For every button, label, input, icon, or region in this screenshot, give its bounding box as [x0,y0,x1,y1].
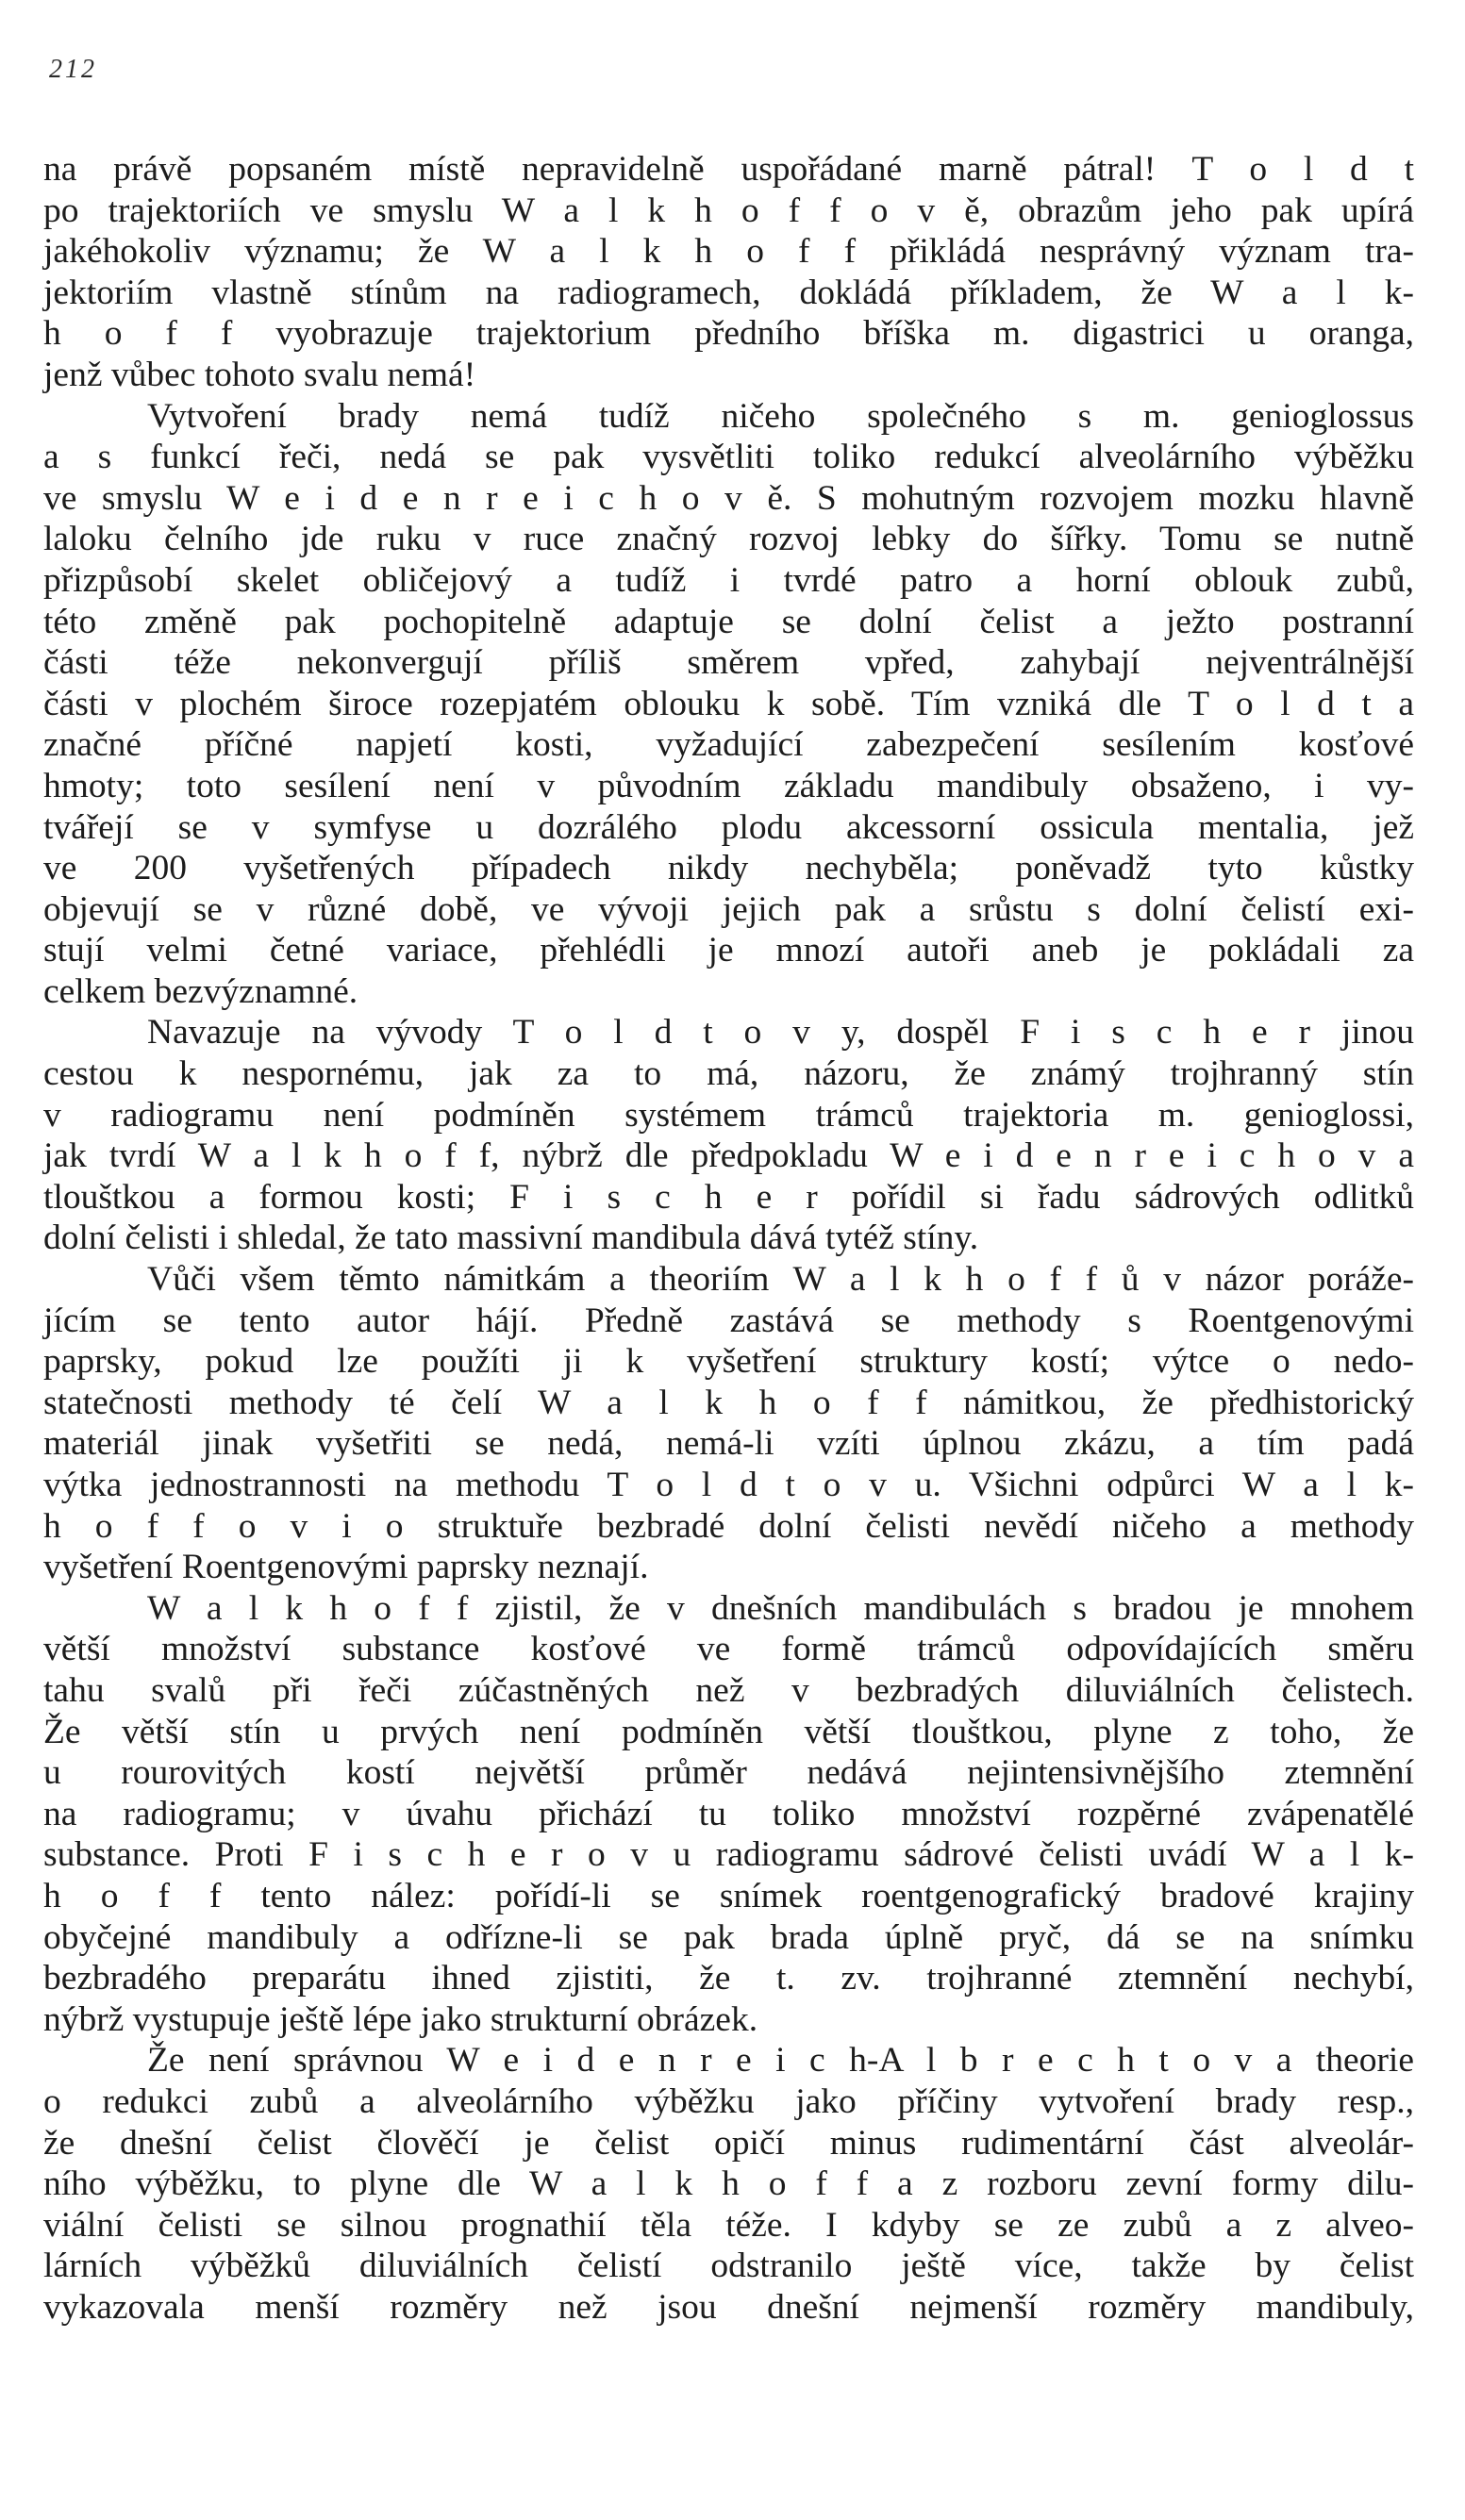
text-line: přizpůsobí skelet obličejový a tudíž i tvrdé patro a horní oblouk zubů, [43,560,1414,600]
text-line: o redukci zubů a alveolárního výběžku jako příčiny vytvoření brady resp., [43,2081,1414,2121]
text-line: vykazovala menší rozměry než jsou dnešní nejmenší rozměry mandibuly, [43,2287,1414,2327]
text-line: větší množství substance kosťové ve formě trámců odpovídajících směru [43,1630,1414,1669]
text-line: u rourovitých kostí největší průměr nedává nejintensivnějšího ztemnění [43,1753,1414,1793]
text-line: části téže nekonvergují příliš směrem vpřed, zahybají nejventrálnější [43,643,1414,683]
text-line: lárních výběžků diluviálních čelistí odstranilo ještě více, takže by čelist [43,2246,1414,2286]
text-line: Vytvoření brady nemá tudíž ničeho společného s m. genioglossus [147,396,1414,436]
text-line: obyčejné mandibuly a odřízne-li se pak brada úplně pryč, dá se na snímku [43,1917,1414,1957]
text-line: h o f f vyobrazuje trajektorium předního bříška m. digastrici u oranga, [43,314,1414,354]
text-line: ve 200 vyšetřených případech nikdy nechyběla; poněvadž tyto kůstky [43,849,1414,888]
text-line: tvářejí se v symfyse u dozrálého plodu akcessorní ossicula mentalia, jež [43,807,1414,847]
text-line: h o f f o v i o struktuře bezbradé dolní čelisti nevědí ničeho a methody [43,1506,1414,1546]
text-line: jektoriím vlastně stínům na radiogramech, dokládá příkladem, že W a l k- [43,273,1414,312]
text-line: na radiogramu; v úvahu přichází tu toliko množství rozpěrné zvápenatělé [43,1794,1414,1833]
text-line: viální čelisti se silnou prognathií těla téže. I kdyby se ze zubů a z alveo- [43,2205,1414,2245]
text-line: na právě popsaném místě nepravidelně uspořádané marně pátral! T o l d t [43,150,1414,189]
text-line: jícím se tento autor hájí. Předně zastává se methody s Roentgenovými [43,1301,1414,1340]
text-line: h o f f tento nález: pořídí-li se snímek roentgenografický bradové krajiny [43,1876,1414,1915]
text-line: části v plochém široce rozepjatém oblouku k sobě. Tím vzniká dle T o l d t a [43,684,1414,723]
text-line: jakéhokoliv významu; že W a l k h o f f přikládá nesprávný význam tra- [43,232,1414,272]
text-line: vyšetření Roentgenovými paprsky neznají. [43,1548,649,1587]
text-line: výtka jednostrannosti na methodu T o l d t o v u. Všichni odpůrci W a l k- [43,1466,1414,1504]
text-line: laloku čelního jde ruku v ruce značný rozvoj lebky do šířky. Tomu se nutně [43,520,1414,559]
text-line: celkem bezvýznamné. [43,971,358,1011]
text-line: dolní čelisti i shledal, že tato massivní mandibula dává tytéž stíny. [43,1219,979,1258]
text-line: substance. Proti F i s c h e r o v u radiogramu sádrové čelisti uvádí W a l k- [43,1835,1414,1875]
text-line: že dnešní čelist člověčí je čelist opičí minus rudimentární část alveolár- [43,2123,1414,2163]
text-line: cestou k nespornému, jak za to má, názoru, že známý trojhranný stín [43,1054,1414,1094]
text-line: Že není správnou W e i d e n r e i c h-A l b r e c h t o v a theorie [147,2041,1414,2081]
text-line: této změně pak pochopitelně adaptuje se dolní čelist a ježto postranní [43,602,1414,641]
text-line: v radiogramu není podmíněn systémem trámců trajektoria m. genioglossi, [43,1095,1414,1135]
text-line: tahu svalů při řeči zúčastněných než v bezbradých diluviálních čelistech. [43,1670,1414,1710]
text-line: tlouštkou a formou kosti; F i s c h e r pořídil si řadu sádrových odlitků [43,1177,1414,1217]
text-line: stují velmi četné variace, přehlédli je mnozí autoři aneb je pokládali za [43,931,1414,970]
text-line: jenž vůbec tohoto svalu nemá! [43,355,476,394]
text-line: materiál jinak vyšetřiti se nedá, nemá-li vzíti úplnou zkázu, a tím padá [43,1424,1414,1464]
text-line: a s funkcí řeči, nedá se pak vysvětliti toliko redukcí alveolárního výběžku [43,438,1414,477]
text-line: hmoty; toto sesílení není v původním základu mandibuly obsaženo, i vy- [43,766,1414,805]
text-line: ního výběžku, to plyne dle W a l k h o f f a z rozboru zevní formy dilu- [43,2164,1414,2204]
text-line: po trajektoriích ve smyslu W a l k h o f f o v ě, obrazům jeho pak upírá [43,191,1414,230]
text-line: jak tvrdí W a l k h o f f, nýbrž dle předpokladu W e i d e n r e i c h o v a [43,1136,1414,1176]
text-line: objevují se v různé době, ve vývoji jejich pak a srůstu s dolní čelistí exi- [43,889,1414,929]
text-line: nýbrž vystupuje ještě lépe jako strukturní obrázek. [43,1999,758,2039]
text-line: statečnosti methody té čelí W a l k h o f f námitkou, že předhistorický [43,1383,1414,1422]
text-line: bezbradého preparátu ihned zjistiti, že t. zv. trojhranné ztemnění nechybí, [43,1959,1414,1998]
text-line: Navazuje na vývody T o l d t o v y, dospěl F i s c h e r jinou [147,1013,1414,1053]
text-line: Že větší stín u prvých není podmíněn větší tlouštkou, plyne z toho, že [43,1712,1414,1751]
body-text [43,149,1414,2328]
page-number: 212 [49,55,97,84]
text-line: značné příčné napjetí kosti, vyžadující zabezpečení sesílením kosťové [43,725,1414,765]
text-line: W a l k h o f f zjistil, že v dnešních mandibulách s bradou je mnohem [147,1588,1414,1628]
text-line: Vůči všem těmto námitkám a theoriím W a l k h o f f ů v názor poráže- [147,1260,1414,1300]
text-line: ve smyslu W e i d e n r e i c h o v ě. S mohutným rozvojem mozku hlavně [43,478,1414,518]
text-line: paprsky, pokud lze použíti ji k vyšetření struktury kostí; výtce o nedo- [43,1342,1414,1382]
